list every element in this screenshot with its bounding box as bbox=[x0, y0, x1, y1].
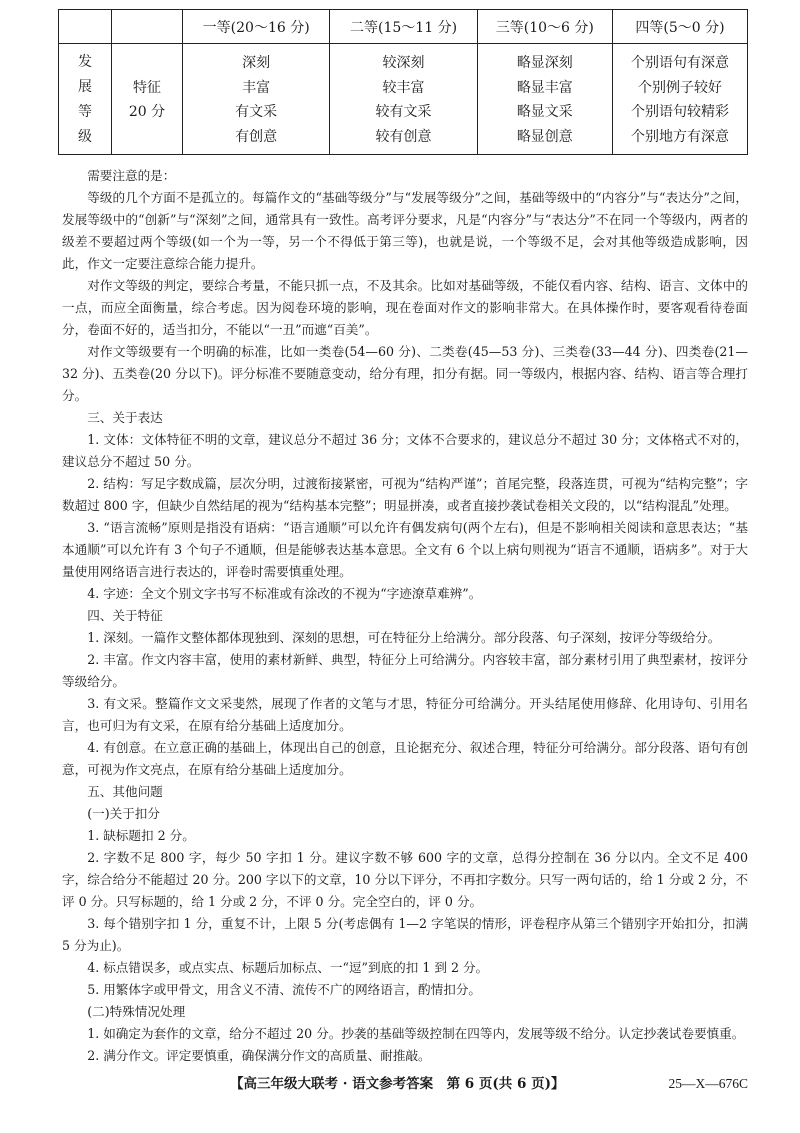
body-text bbox=[62, 165, 748, 1067]
section-heading: 四、关于特征 bbox=[87, 608, 163, 623]
paragraph: 2. 结构：写足字数成篇，层次分明，过渡衔接紧密，可视为“结构严谨”；首尾完整，段落连贯，可视为“结构完整”；字数超过 800 字，但缺少自然结尾的视为“结构基本完整”；明显拼凑，或者直接抄袭试卷相关文段的，以“结构混乱”处理。 bbox=[62, 476, 748, 513]
paragraph: 1. 如确定为套作的文章，给分不超过 20 分。抄袭的基础等级控制在四等内，发展等级不给分。认定抄袭试卷要慎重。 bbox=[87, 1026, 745, 1041]
paragraph: 对作文等级的判定，要综合考量，不能只抓一点，不及其余。比如对基础等级，不能仅看内容、结构、语言、文体中的一点，而应全面衡量，综合考虑。因为阅卷环境的影响，现在卷面对作文的影响非常大。在具体操作时，要客观看待卷面分，卷面不好的，适当扣分，不能以“一丑”而遮“百美”。 bbox=[62, 278, 748, 337]
grade-4-cell: 个别语句有深意 个别例子较好 个别语句较精彩 个别地方有深意 bbox=[612, 44, 747, 155]
grade-3-cell: 略显深刻 略显丰富 略显文采 略显创意 bbox=[477, 44, 612, 155]
grade-2-cell: 较深刻 较丰富 较有文采 较有创意 bbox=[330, 44, 477, 155]
row-label-development-grade: 发 展 等 级 bbox=[59, 44, 112, 155]
table-row-feature bbox=[59, 44, 748, 155]
page-footer bbox=[62, 1074, 748, 1094]
paragraph: 4. 标点错误多，或点实点、标题后加标点、一“逗”到底的扣 1 到 2 分。 bbox=[87, 960, 489, 975]
header-cell-empty-2 bbox=[112, 10, 183, 44]
header-grade-3: 三等(10～6 分) bbox=[477, 10, 612, 44]
grade-1-cell: 深刻 丰富 有文采 有创意 bbox=[183, 44, 330, 155]
paragraph: 5. 用繁体字或甲骨文，用含义不清、流传不广的网络语言，酌情扣分。 bbox=[87, 982, 482, 997]
paragraph: 2. 丰富。作文内容丰富，使用的素材新鲜、典型，特征分上可给满分。内容较丰富，部分素材引用了典型素材，按评分等级给分。 bbox=[62, 652, 748, 689]
paragraph: 1. 文体：文体特征不明的文章，建议总分不超过 36 分；文体不合要求的，建议总分不超过 30 分；文体格式不对的，建议总分不超过 50 分。 bbox=[62, 432, 748, 469]
paragraph: 3. “语言流畅”原则是指没有语病：“语言通顺”可以允许有偶发病句(两个左右)，但是不影响相关阅读和意思表达；“基本通顺”可以允许有 3 个句子不通顺，但是能够表达基本意思。全文有 6 个以上病句则视为“语言不通顺，语病多”。对于大量使用网络语言进行表达的，评卷时需要慎重处理。 bbox=[62, 520, 748, 579]
header-grade-2: 二等(15～11 分) bbox=[330, 10, 477, 44]
paragraph: 需要注意的是： bbox=[87, 168, 176, 183]
paragraph: 1. 缺标题扣 2 分。 bbox=[87, 828, 195, 843]
section-heading: 五、其他问题 bbox=[87, 784, 163, 799]
subsection-heading: (二)特殊情况处理 bbox=[87, 1004, 186, 1019]
paragraph: 对作文等级要有一个明确的标准，比如一类卷(54—60 分)、二类卷(45—53 分)、三类卷(33—44 分)、四类卷(21—32 分)、五类卷(20 分以下)。评分标准不要随意变动，给分有理，扣分有据。同一等级内，根据内容、结构、语言等合理打分。 bbox=[62, 344, 748, 403]
paragraph: 2. 满分作文。评定要慎重，确保满分作文的高质量、耐推敲。 bbox=[87, 1048, 431, 1063]
paragraph: 3. 每个错别字扣 1 分，重复不计，上限 5 分(考虑偶有 1—2 字笔误的情形，评卷程序从第三个错别字开始扣分，扣满 5 分为止)。 bbox=[62, 916, 748, 953]
paragraph: 1. 深刻。一篇作文整体都体现独到、深刻的思想，可在特征分上给满分。部分段落、句子深刻，按评分等级给分。 bbox=[87, 630, 721, 645]
header-grade-4: 四等(5～0 分) bbox=[612, 10, 747, 44]
paragraph: 2. 字数不足 800 字，每少 50 字扣 1 分。建议字数不够 600 字的文章，总得分控制在 36 分以内。全文不足 400 字，综合给分不能超过 20 分。200 字以下的文章，10 分以下评分，不再扣字数分。只写一两句话的，给 1 分或 2 分，不评 0 分。只写标题的，给 1 分或 2 分，不评 0 分。完全空白的，评 0 分。 bbox=[62, 850, 748, 909]
table-header-row bbox=[59, 10, 748, 44]
paragraph: 4. 字迹：全文个别文字书写不标准或有涂改的不视为“字迹潦草难辨”。 bbox=[87, 586, 482, 601]
feature-label-cell: 特征 20 分 bbox=[112, 44, 183, 155]
paragraph: 等级的几个方面不是孤立的。每篇作文的“基础等级分”与“发展等级分”之间，基础等级中的“内容分”与“表达分”之间，发展等级中的“创新”与“深刻”之间，通常具有一致性。高考评分要求，凡是“内容分”与“表达分”不在同一个等级内，两者的级差不要超过两个等级(如一个为一等，另一个不得低于第三等)，也就是说，一个等级不足，会对其他等级造成影响，因此，作文一定要注意综合能力提升。 bbox=[62, 190, 748, 271]
header-grade-1: 一等(20～16 分) bbox=[183, 10, 330, 44]
grading-table bbox=[58, 9, 748, 155]
paragraph: 3. 有文采。整篇作文文采斐然，展现了作者的文笔与才思，特征分可给满分。开头结尾使用修辞、化用诗句、引用名言，也可归为有文采，在原有给分基础上适度加分。 bbox=[62, 696, 748, 733]
footer-title: 【高三年级大联考 · 语文参考答案 第 6 页(共 6 页)】 bbox=[230, 1076, 565, 1092]
subsection-heading: (一)关于扣分 bbox=[87, 806, 160, 821]
header-cell-empty-1 bbox=[59, 10, 112, 44]
paragraph: 4. 有创意。在立意正确的基础上，体现出自己的创意，且论据充分、叙述合理，特征分可给满分。部分段落、语句有创意，可视为作文亮点，在原有给分基础上适度加分。 bbox=[62, 740, 748, 777]
footer-code: 25—X—676C bbox=[668, 1076, 748, 1091]
section-heading: 三、关于表达 bbox=[87, 410, 163, 425]
